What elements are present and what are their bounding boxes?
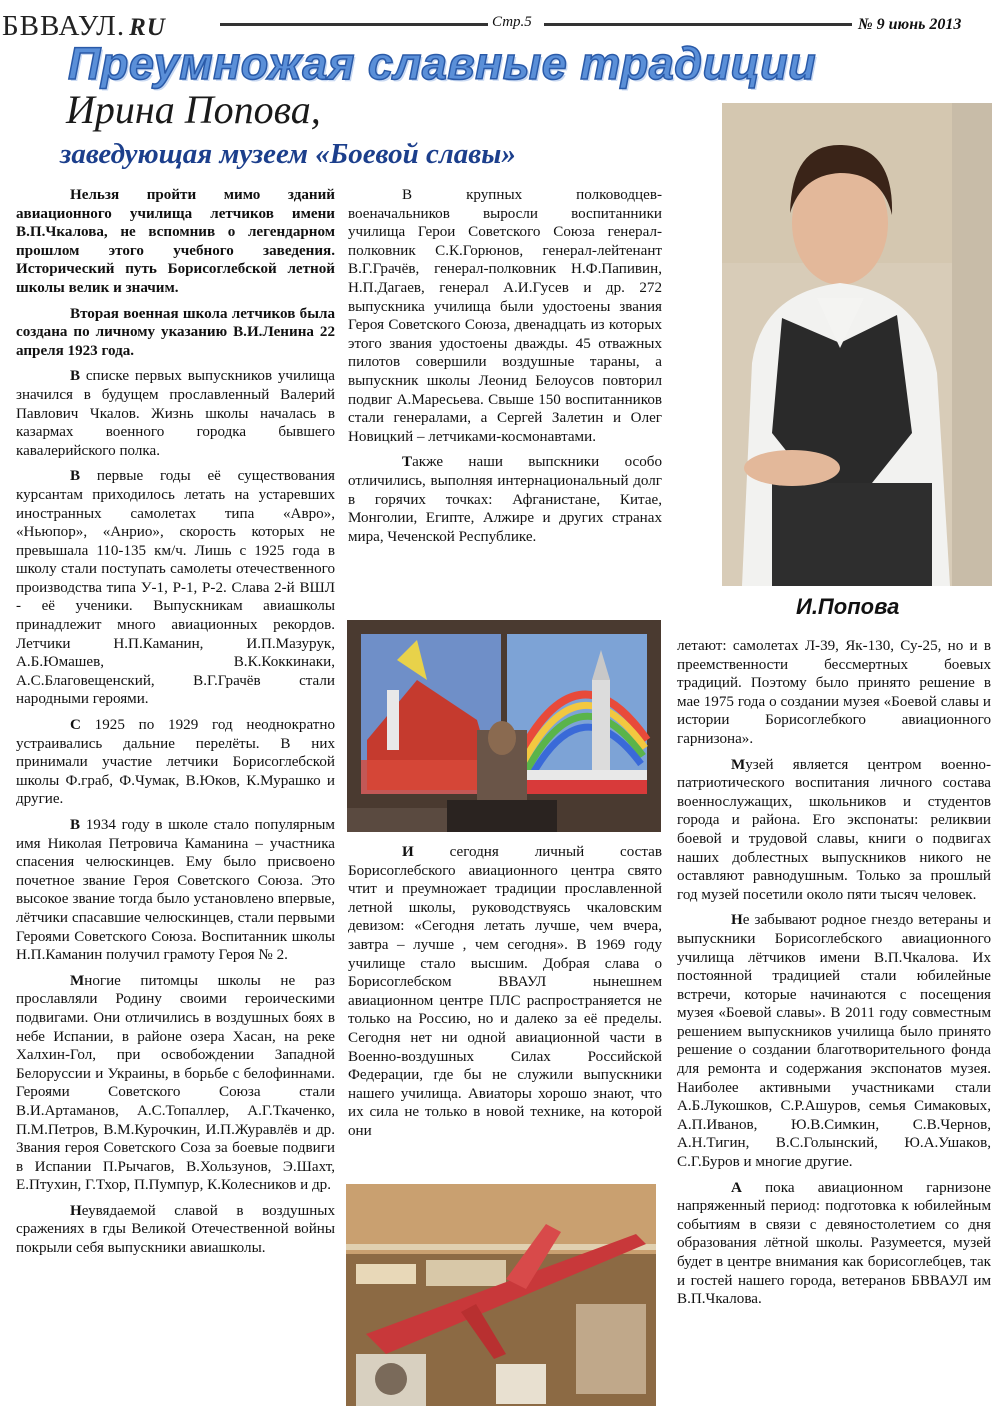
paragraph: Музей является центром военно-патриотического воспитания личного состава военнослужащих, школьников и студентов города и района. Его экспонаты: реликвии боевой и трудовой славы, книги о подвигах наших доблестных выпускников никого не оставляют равнодушным. Только за прошлый год музей посетили около пяти тысяч человек. [677, 756, 991, 903]
stained-glass-illustration [347, 620, 661, 832]
paragraph: И сегодня личный состав Борисоглебского авиационного центра свято чтит и преумножает традиции прославленной летной школы, руководствуясь чкаловским девизом: «Сегодня летать лучше, чем вчера, завтра – лучше , чем сегодня». В 1969 году училище стало высшим. Добрая слава о Борисоглебском ВВАУЛ нынешнем авиационном центре ПЛС распространяется не только на Россию, но и далеко за её пределы. Сегодня нет ни одной авиационной части в Военно-воздушных Силах Российской Федерации, где бы не служили выпускники нашего училища. Авиаторы хорошо знают, что их сила не только в новой технике, на которой они [348, 844, 662, 1139]
paragraph: Неувядаемой славой в воздушных сражениях в гды Великой Отечественной войны покрыли себя выпускники авиашколы. [16, 1202, 335, 1257]
lead-paragraph-2: Вторая военная школа летчиков была создана по личному указанию В.И.Ленина 22 апреля 1923 года. [16, 305, 335, 359]
paragraph: В крупных полководцев-военачальников выросли воспитанники училища Герои Советского Союза генерал-полковник С.К.Горюнов, генерал-лейтенант В.Г.Грачёв, генерал-полковник Н.Ф.Папивин, Н.П.Дагаев, генерал А.И.Гусев и др. 272 выпускника училища были удостоены звания Героя Советского Союза, двенадцать из которых этого звания удостоены дважды. 45 отважных пилотов совершили воздушные тараны, а выпускник школы Леонид Белоусов повторил подвиг А.Маресьева. Свыше 150 воспитанников стали генералами, а Сергей Залетин и Олег Новицкий – летчиками-космонавтами. [348, 187, 662, 445]
issue-date: № 9 июнь 2013 [858, 16, 962, 33]
aircraft-model-photo [346, 1184, 656, 1406]
paragraph: А пока авиационном гарнизоне напряженный период: подготовка к юбилейным событиям в связи с девяностолетием со дня образования лётной школы. Разумеется, музей будет в центре внимания как борисоглебцев, так и гостей нашего города, ветеранов БВВАУЛ им В.П.Чкалова. [677, 1179, 991, 1308]
newspaper-brand: БВВАУЛ. RU [2, 10, 166, 42]
article-headline: Преумножая славные традиции [68, 38, 817, 89]
paragraph: В списке первых выпускников училища значился в будущем прославленный Валерий Павлович Чкалов. Жизнь школы началась в казармах военного городка бывшего кавалерийского полка. [16, 368, 335, 459]
paragraph: Многие питомцы школы не раз прославляли Родину своими героическими подвигами. Они отличились в воздушных боях в небе Испании, в районе озера Хасан, на реке Халхин-Гол, при освобождении Западной Белоруссии и Украины, в борьбе с белофиннами. Героями Советского Союза стали В.И.Артаманов, А.С.Топаллер, А.Г.Ткаченко, П.М.Петров, В.М.Курочкин, И.П.Журавлёв и др. Звания героя Советского Соза за боевые подвиги в Испании П.Рычагов, В.Хользунов, Э.Шахт, Е.Птухин, Г.Тхор, П.Пумпур, К.Колесников и др. [16, 972, 335, 1194]
author-name: Ирина Попова, [66, 87, 321, 132]
paragraph: летают: самолетах Л-39, Як-130, Су-25, но и в преемственности бессмертных боевых традиций. Поэтому было принято решение в мае 1975 года о создании музея «Боевой славы и истории Борисоглебкого авиационного гарнизона». [677, 638, 991, 747]
header-rule-right [544, 23, 852, 26]
header-rule-left [220, 23, 488, 26]
museum-stained-glass-photo [347, 620, 661, 832]
paragraph: С 1925 по 1929 год неоднократно устраивались дальние перелёты. В них принимали участие летчики Борисоглебской школы Ф.граб, Ф.Чумак, В.Юков, К.Мурашко и другие. [16, 717, 335, 808]
portrait-illustration [722, 103, 992, 586]
paragraph: В 1934 году в школе стало популярным имя Николая Петровича Каманина – участника спасения челюскинцев. Ему было присвоено почетное звание Героя Советского Союза. Это высокое звание тогда было установлено впервые, лётчики спасавшие челюскинцев, стали первыми Героями Советского Союза. Воспитанник школы Н.П.Каманин получил грамоту Героя № 2. [16, 817, 335, 964]
brand-suffix: RU [129, 14, 166, 41]
text-column-2-top [348, 186, 662, 553]
lead-paragraph: Нельзя пройти мимо зданий авиационного училища летчиков имени В.П.Чкалова, не вспомнив о легендарном прошлом этого учебного заведения. Исторический путь Борисоглебской летной школы велик и значим. [16, 187, 335, 296]
text-column-3 [677, 637, 991, 1316]
text-column-1 [16, 186, 335, 1265]
paragraph: В первые годы её существования курсантам приходилось летать на устаревших иностранных самолетах типа «Авро», «Ньюпор», «Анрио», скорость которых не превышала 110-135 км/ч. Лишь с 1925 года в школу стали поступать самолеты отечественного производства типа У-1, Р-1, Р-2. Слава 2-й ВШЛ - её ученики. Выпускникам авиашколы принадлежит много авиационных рекордов. Летчики Н.П.Каманин, И.П.Мазурук, А.Б.Юмашев, В.К.Коккинаки, А.С.Благовещенский, В.Г.Грачёв стали народными героями. [16, 468, 335, 708]
portrait-caption: И.Попова [796, 594, 900, 619]
masthead [0, 6, 1000, 42]
page-number: Стр.5 [492, 14, 532, 30]
paragraph: Не забывают родное гнездо ветераны и выпускники Борисоглебского авиационного училища лётчиков имени В.П.Чкалова. Их постоянной традицией стали юбилейные встречи, которые начинаются с посещения музея «Боевой славы». В 2011 году совместным решением выпускников училища было принято решение о создании благотворительного фонда для ремонта и содержания экспонатов музея. Наиболее активными участниками стали А.Б.Лукошков, С.Р.Ашуров, семья Симаковых, А.П.Иванов, Ю.В.Симкин, С.В.Чернов, А.Н.Тигин, В.С.Голынский, Ю.А.Ушаков, С.Г.Буров и многие другие. [677, 912, 991, 1171]
author-role: заведующая музеем «Боевой славы» [60, 138, 516, 170]
portrait-photo [722, 103, 992, 586]
paragraph: Также наши выпскники особо отличились, выполняя интернациональный долг в горячих точках: Афганистане, Китае, Монголии, Египте, Алжире и других странах мира, Чеченской Республике. [348, 454, 662, 545]
text-column-2-bottom [348, 843, 662, 1148]
aircraft-model-illustration [346, 1184, 656, 1406]
